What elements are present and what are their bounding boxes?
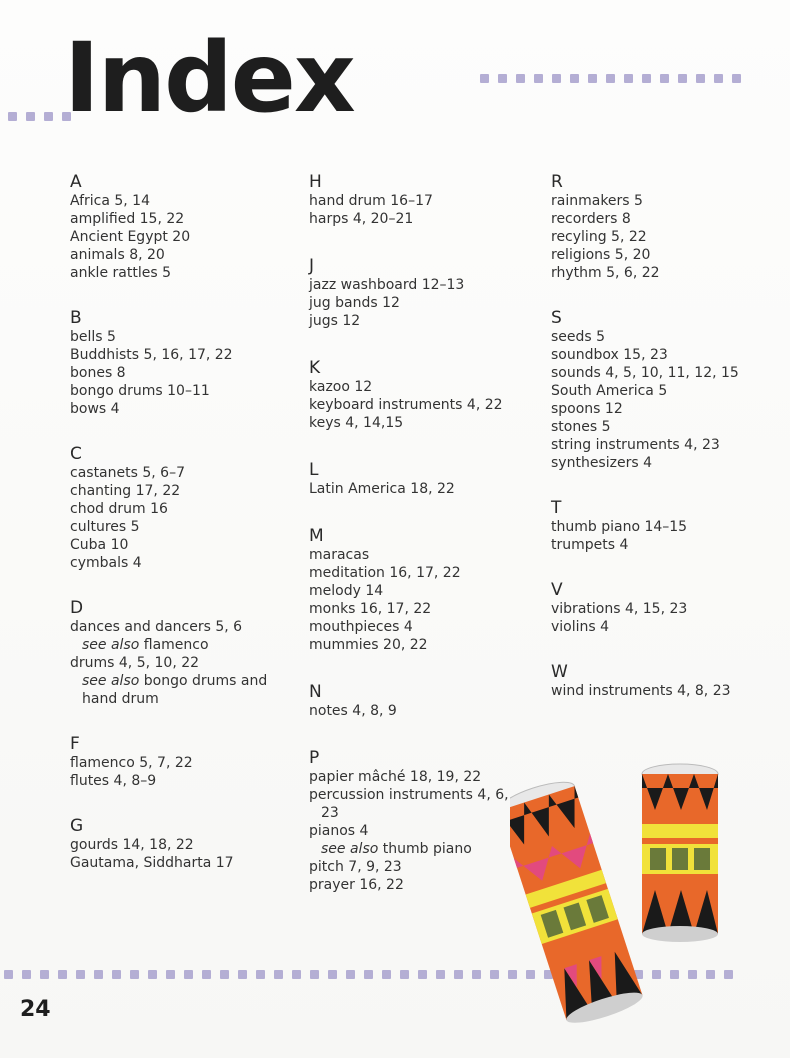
- index-entry: [70, 672, 300, 690]
- index-letter-heading: S: [551, 308, 562, 328]
- index-entry-text: mummies 20, 22: [309, 637, 428, 653]
- index-entry: [309, 768, 539, 786]
- index-letter-heading: M: [309, 526, 324, 546]
- index-entry-text: recorders 8: [551, 211, 631, 227]
- index-entry: [70, 518, 300, 536]
- dotted-divider-left: [8, 112, 71, 121]
- index-entry: [309, 702, 539, 720]
- index-entry-text: vibrations 4, 15, 23: [551, 601, 688, 617]
- index-entry: [309, 294, 539, 312]
- index-entry-text: mouthpieces 4: [309, 619, 413, 635]
- index-entry: [551, 328, 781, 346]
- index-entry-text: Latin America 18, 22: [309, 481, 455, 497]
- index-entry-text: bongo drums and: [143, 673, 268, 689]
- index-letter-heading: V: [551, 580, 563, 600]
- index-entry: [309, 858, 539, 876]
- index-entry-text: ankle rattles 5: [70, 265, 171, 281]
- index-letter-heading: K: [309, 358, 321, 378]
- index-entry: [70, 500, 300, 518]
- index-entry: [309, 276, 539, 294]
- index-entry: [70, 400, 300, 418]
- index-entry: [551, 246, 781, 264]
- index-entry: [70, 854, 300, 872]
- index-entry-text: flamenco: [143, 637, 209, 653]
- index-letter-heading: F: [70, 734, 80, 754]
- index-entry: [70, 382, 300, 400]
- index-entry-text: keys 4, 14,15: [309, 415, 404, 431]
- index-group-r: [551, 172, 781, 282]
- see-also-label: see also: [321, 841, 379, 857]
- index-entry-text: 23: [321, 805, 339, 821]
- index-entry-text: hand drum 16–17: [309, 193, 433, 209]
- index-entry: [551, 210, 781, 228]
- page-number: 24: [20, 997, 51, 1022]
- index-entry: [309, 876, 539, 894]
- index-entry-text: religions 5, 20: [551, 247, 651, 263]
- index-entry-text: maracas: [309, 547, 370, 563]
- index-group-a: [70, 172, 300, 282]
- index-entry: [70, 482, 300, 500]
- index-letter-heading: G: [70, 816, 84, 836]
- front-drum-icon: [510, 776, 645, 1029]
- index-entry-text: amplified 15, 22: [70, 211, 185, 227]
- index-entry-text: wind instruments 4, 8, 23: [551, 683, 731, 699]
- index-group-c: [70, 444, 300, 572]
- index-entry-text: hand drum: [82, 691, 159, 707]
- index-entry: [551, 454, 781, 472]
- index-entry-text: trumpets 4: [551, 537, 629, 553]
- index-group-g: [70, 816, 300, 872]
- bongo-drums-illustration: [510, 760, 780, 1030]
- index-column-1: [70, 172, 300, 872]
- index-entry: [70, 246, 300, 264]
- index-entry: [70, 618, 300, 636]
- index-entry-text: cultures 5: [70, 519, 140, 535]
- index-letter-heading: T: [551, 498, 562, 518]
- index-entry-text: cymbals 4: [70, 555, 142, 571]
- index-group-l: [309, 460, 539, 498]
- index-entry: [309, 840, 539, 858]
- index-entry: [551, 682, 781, 700]
- index-entry-text: bows 4: [70, 401, 120, 417]
- index-entry: [551, 436, 781, 454]
- index-entry: [309, 192, 539, 210]
- index-letter-heading: B: [70, 308, 82, 328]
- index-entry: [70, 464, 300, 482]
- index-group-p: [309, 748, 539, 894]
- index-entry-text: jazz washboard 12–13: [309, 277, 465, 293]
- index-entry-text: meditation 16, 17, 22: [309, 565, 461, 581]
- index-entry-text: seeds 5: [551, 329, 606, 345]
- index-entry-text: Buddhists 5, 16, 17, 22: [70, 347, 233, 363]
- index-entry-text: bells 5: [70, 329, 116, 345]
- index-entry: [551, 228, 781, 246]
- index-entry-text: castanets 5, 6–7: [70, 465, 185, 481]
- index-entry-text: kazoo 12: [309, 379, 373, 395]
- index-entry-text: bones 8: [70, 365, 126, 381]
- index-letter-heading: H: [309, 172, 322, 192]
- index-entry: [309, 378, 539, 396]
- index-entry-text: dances and dancers 5, 6: [70, 619, 243, 635]
- index-group-v: [551, 580, 781, 636]
- index-entry-text: Cuba 10: [70, 537, 129, 553]
- index-group-h: [309, 172, 539, 228]
- index-entry: [70, 228, 300, 246]
- index-group-b: [70, 308, 300, 418]
- index-letter-heading: L: [309, 460, 319, 480]
- index-entry: [551, 618, 781, 636]
- index-entry-text: chod drum 16: [70, 501, 168, 517]
- index-entry: [309, 396, 539, 414]
- index-letter-heading: R: [551, 172, 563, 192]
- index-entry-text: South America 5: [551, 383, 668, 399]
- index-entry: [70, 772, 300, 790]
- index-entry-text: papier mâché 18, 19, 22: [309, 769, 482, 785]
- index-entry-text: harps 4, 20–21: [309, 211, 414, 227]
- index-entry-text: thumb piano 14–15: [551, 519, 688, 535]
- index-entry: [551, 364, 781, 382]
- index-letter-heading: A: [70, 172, 82, 192]
- index-entry: [309, 564, 539, 582]
- index-letter-heading: N: [309, 682, 322, 702]
- index-entry: [70, 264, 300, 282]
- index-letter-heading: J: [309, 256, 315, 276]
- index-letter-heading: C: [70, 444, 82, 464]
- index-entry: [70, 554, 300, 572]
- index-column-2: [309, 172, 539, 894]
- index-entry-text: string instruments 4, 23: [551, 437, 720, 453]
- index-entry: [309, 414, 539, 432]
- index-entry-text: recyling 5, 22: [551, 229, 647, 245]
- index-entry: [309, 636, 539, 654]
- index-entry-text: melody 14: [309, 583, 384, 599]
- index-entry-text: stones 5: [551, 419, 611, 435]
- index-entry: [309, 618, 539, 636]
- index-entry-text: thumb piano: [382, 841, 472, 857]
- index-group-f: [70, 734, 300, 790]
- index-entry-text: keyboard instruments 4, 22: [309, 397, 503, 413]
- index-entry: [551, 518, 781, 536]
- index-entry: [70, 328, 300, 346]
- index-entry-text: synthesizers 4: [551, 455, 652, 471]
- index-group-m: [309, 526, 539, 654]
- index-entry: [309, 312, 539, 330]
- index-entry-text: jugs 12: [309, 313, 361, 329]
- index-entry: [70, 364, 300, 382]
- index-group-j: [309, 256, 539, 330]
- index-entry: [309, 210, 539, 228]
- index-entry-text: soundbox 15, 23: [551, 347, 668, 363]
- index-entry: [70, 192, 300, 210]
- dotted-divider-top-right: [480, 74, 741, 83]
- index-entry: [309, 786, 539, 804]
- index-letter-heading: D: [70, 598, 84, 618]
- index-entry-text: animals 8, 20: [70, 247, 165, 263]
- index-entry: [551, 418, 781, 436]
- index-entry-text: percussion instruments 4, 6,: [309, 787, 509, 803]
- index-entry: [70, 536, 300, 554]
- index-entry-text: chanting 17, 22: [70, 483, 181, 499]
- index-entry: [551, 382, 781, 400]
- index-letter-heading: W: [551, 662, 568, 682]
- index-group-t: [551, 498, 781, 554]
- index-entry-text: monks 16, 17, 22: [309, 601, 432, 617]
- index-entry-text: spoons 12: [551, 401, 623, 417]
- index-entry: [551, 264, 781, 282]
- index-entry: [70, 636, 300, 654]
- index-entry-text: Africa 5, 14: [70, 193, 151, 209]
- index-group-w: [551, 662, 781, 700]
- index-entry: [70, 754, 300, 772]
- index-entry: [551, 600, 781, 618]
- index-entry-text: Gautama, Siddharta 17: [70, 855, 234, 871]
- index-entry: [309, 822, 539, 840]
- index-entry: [551, 346, 781, 364]
- index-entry: [551, 192, 781, 210]
- index-column-3: [551, 172, 781, 700]
- index-entry: [70, 654, 300, 672]
- index-entry-text: gourds 14, 18, 22: [70, 837, 194, 853]
- page-title: Index: [64, 22, 354, 134]
- index-entry-text: prayer 16, 22: [309, 877, 404, 893]
- index-entry: [551, 536, 781, 554]
- index-entry: [70, 690, 300, 708]
- back-drum-icon: [642, 764, 718, 942]
- index-entry: [309, 600, 539, 618]
- index-entry: [309, 582, 539, 600]
- index-entry-text: violins 4: [551, 619, 610, 635]
- index-entry-text: pitch 7, 9, 23: [309, 859, 402, 875]
- index-group-d: [70, 598, 300, 708]
- see-also-label: see also: [82, 673, 140, 689]
- index-entry-text: bongo drums 10–11: [70, 383, 210, 399]
- index-group-n: [309, 682, 539, 720]
- index-entry-text: jug bands 12: [309, 295, 400, 311]
- index-group-k: [309, 358, 539, 432]
- index-entry: [309, 546, 539, 564]
- index-letter-heading: P: [309, 748, 320, 768]
- index-entry-text: rainmakers 5: [551, 193, 643, 209]
- index-entry-text: flutes 4, 8–9: [70, 773, 157, 789]
- index-entry-text: sounds 4, 5, 10, 11, 12, 15: [551, 365, 739, 381]
- index-entry-text: flamenco 5, 7, 22: [70, 755, 193, 771]
- index-entry: [551, 400, 781, 418]
- index-entry-text: rhythm 5, 6, 22: [551, 265, 660, 281]
- index-entry: [70, 836, 300, 854]
- index-entry-text: pianos 4: [309, 823, 369, 839]
- index-entry: [309, 804, 539, 822]
- index-entry: [70, 210, 300, 228]
- index-entry-text: Ancient Egypt 20: [70, 229, 191, 245]
- index-entry-text: notes 4, 8, 9: [309, 703, 397, 719]
- index-entry: [70, 346, 300, 364]
- see-also-label: see also: [82, 637, 140, 653]
- index-entry-text: drums 4, 5, 10, 22: [70, 655, 200, 671]
- index-group-s: [551, 308, 781, 472]
- index-entry: [309, 480, 539, 498]
